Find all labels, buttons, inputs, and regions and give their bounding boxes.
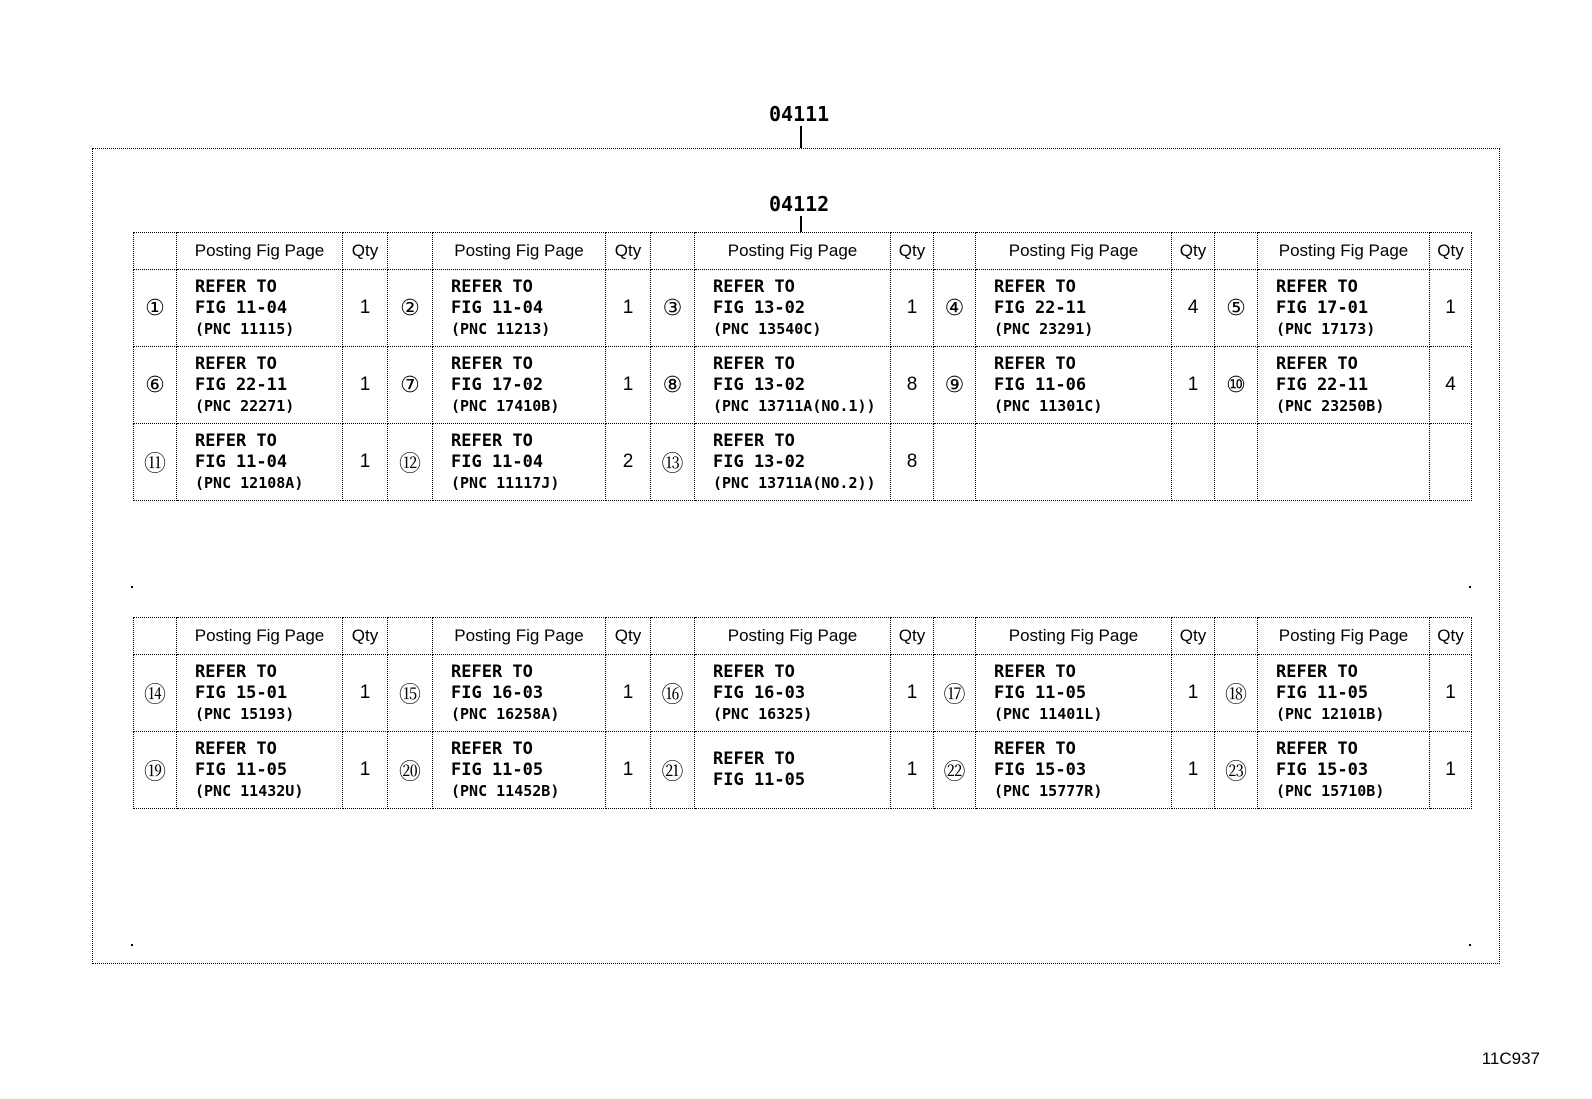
table-row <box>134 424 1472 501</box>
pnc-text: (PNC 11452B) <box>451 781 560 800</box>
quantity: 4 <box>1430 347 1472 424</box>
quantity: 1 <box>1430 270 1472 347</box>
table-header-row <box>134 233 1472 270</box>
refer-to-text: REFER TO <box>195 276 277 297</box>
quantity: 1 <box>1172 732 1215 809</box>
header-qty: Qty <box>606 233 651 270</box>
header-qty: Qty <box>343 618 388 655</box>
item-number: ⑩ <box>1215 347 1258 424</box>
corner-mark <box>1469 586 1471 588</box>
pnc-text: (PNC 11117J) <box>451 473 560 492</box>
pnc-text: (PNC 12101B) <box>1276 704 1385 723</box>
item-number: ⑳ <box>388 732 433 809</box>
refer-to-text: REFER TO <box>994 353 1076 374</box>
pnc-text: (PNC 11213) <box>451 319 551 338</box>
quantity: 4 <box>1172 270 1215 347</box>
illustration-code: 11C937 <box>1481 1049 1540 1068</box>
header-qty: Qty <box>343 233 388 270</box>
posting-reference <box>1258 347 1430 424</box>
item-number: ⑰ <box>934 655 976 732</box>
quantity: 1 <box>343 347 388 424</box>
quantity: 1 <box>606 732 651 809</box>
quantity: 1 <box>1172 347 1215 424</box>
refer-to-text: REFER TO <box>713 661 795 682</box>
item-number: ⑪ <box>134 424 177 501</box>
item-number: ⑫ <box>388 424 433 501</box>
header-qty: Qty <box>1430 618 1472 655</box>
quantity: 1 <box>606 655 651 732</box>
quantity: 1 <box>891 655 934 732</box>
table-row <box>134 347 1472 424</box>
fig-page-text: FIG 11-04 <box>451 297 544 318</box>
pnc-text: (PNC 22271) <box>195 396 295 415</box>
refer-to-text: REFER TO <box>195 353 277 374</box>
posting-reference <box>695 424 891 501</box>
header-posting-fig-page: Posting Fig Page <box>695 618 891 655</box>
header-index-cell <box>651 233 695 270</box>
refer-to-text: REFER TO <box>1276 661 1358 682</box>
refer-to-text: REFER TO <box>451 276 533 297</box>
posting-reference <box>1258 424 1430 501</box>
refer-to-text: REFER TO <box>713 749 795 769</box>
pnc-text: (PNC 23250B) <box>1276 396 1385 415</box>
fig-page-text: FIG 11-05 <box>195 759 288 780</box>
pnc-text: (PNC 17173) <box>1276 319 1376 338</box>
item-number: ⑥ <box>134 347 177 424</box>
fig-page-text: FIG 22-11 <box>195 374 288 395</box>
table-header-row <box>134 618 1472 655</box>
fig-page-text: FIG 11-04 <box>195 297 288 318</box>
header-qty: Qty <box>1172 233 1215 270</box>
fig-page-text: FIG 11-05 <box>713 770 806 790</box>
posting-reference <box>976 270 1172 347</box>
posting-reference <box>433 732 606 809</box>
refer-to-text: REFER TO <box>1276 353 1358 374</box>
item-number: ⑭ <box>134 655 177 732</box>
pnc-text: (PNC 11432U) <box>195 781 304 800</box>
quantity: 8 <box>891 424 934 501</box>
pnc-text: (PNC 13540C) <box>713 319 822 338</box>
refer-to-text: REFER TO <box>451 353 533 374</box>
item-number: ⑨ <box>934 347 976 424</box>
header-qty: Qty <box>1430 233 1472 270</box>
posting-reference <box>177 424 343 501</box>
assembly-label-04111: 04111 <box>769 102 830 126</box>
posting-reference <box>695 347 891 424</box>
quantity: 1 <box>606 270 651 347</box>
fig-page-text: FIG 22-11 <box>1276 374 1369 395</box>
table-row <box>134 270 1472 347</box>
refer-to-text: REFER TO <box>994 661 1076 682</box>
quantity: 1 <box>891 270 934 347</box>
fig-page-text: FIG 11-05 <box>451 759 544 780</box>
item-number <box>934 424 976 501</box>
item-number: ㉒ <box>934 732 976 809</box>
quantity: 1 <box>1172 655 1215 732</box>
corner-mark <box>1469 944 1471 946</box>
pnc-text: (PNC 11301C) <box>994 396 1103 415</box>
pnc-text: (PNC 11401L) <box>994 704 1103 723</box>
header-posting-fig-page: Posting Fig Page <box>433 233 606 270</box>
pnc-text: (PNC 15710B) <box>1276 781 1385 800</box>
header-posting-fig-page: Posting Fig Page <box>976 618 1172 655</box>
posting-reference <box>177 655 343 732</box>
pnc-text: (PNC 23291) <box>994 319 1094 338</box>
fig-page-text: FIG 16-03 <box>713 682 806 703</box>
fig-page-text: FIG 22-11 <box>994 297 1087 318</box>
posting-reference <box>433 270 606 347</box>
item-number: ④ <box>934 270 976 347</box>
posting-reference <box>695 655 891 732</box>
posting-reference <box>1258 655 1430 732</box>
pnc-text: (PNC 17410B) <box>451 396 560 415</box>
posting-reference <box>976 732 1172 809</box>
header-qty: Qty <box>606 618 651 655</box>
posting-reference <box>1258 270 1430 347</box>
fig-page-text: FIG 13-02 <box>713 297 806 318</box>
posting-reference <box>433 655 606 732</box>
assembly-leader-line <box>800 126 802 148</box>
fig-page-text: FIG 11-05 <box>994 682 1087 703</box>
refer-to-text: REFER TO <box>1276 276 1358 297</box>
pnc-text: (PNC 13711A(NO.1)) <box>713 396 876 415</box>
posting-reference <box>177 270 343 347</box>
quantity <box>1172 424 1215 501</box>
header-index-cell <box>134 233 177 270</box>
header-posting-fig-page: Posting Fig Page <box>177 233 343 270</box>
item-number: ⑯ <box>651 655 695 732</box>
quantity: 1 <box>606 347 651 424</box>
refer-to-text: REFER TO <box>1276 738 1358 759</box>
item-number: ⑱ <box>1215 655 1258 732</box>
fig-page-text: FIG 15-03 <box>994 759 1087 780</box>
quantity: 1 <box>1430 732 1472 809</box>
fig-page-text: FIG 15-03 <box>1276 759 1369 780</box>
quantity: 8 <box>891 347 934 424</box>
refer-to-text: REFER TO <box>713 353 795 374</box>
pnc-text: (PNC 16258A) <box>451 704 560 723</box>
fig-page-text: FIG 11-05 <box>1276 682 1369 703</box>
fig-page-text: FIG 16-03 <box>451 682 544 703</box>
quantity: 1 <box>1430 655 1472 732</box>
header-posting-fig-page: Posting Fig Page <box>695 233 891 270</box>
header-index-cell <box>651 618 695 655</box>
item-number: ⑧ <box>651 347 695 424</box>
posting-reference <box>1258 732 1430 809</box>
item-number: ① <box>134 270 177 347</box>
sub-assembly-leader-line <box>800 216 802 232</box>
fig-page-text: FIG 15-01 <box>195 682 288 703</box>
posting-reference <box>695 732 891 809</box>
parts-reference-table-2 <box>133 617 1472 809</box>
header-posting-fig-page: Posting Fig Page <box>1258 618 1430 655</box>
header-index-cell <box>1215 233 1258 270</box>
quantity <box>1430 424 1472 501</box>
pnc-text: (PNC 12108A) <box>195 473 304 492</box>
quantity: 1 <box>343 732 388 809</box>
posting-reference <box>976 655 1172 732</box>
refer-to-text: REFER TO <box>994 738 1076 759</box>
posting-reference <box>976 347 1172 424</box>
quantity: 2 <box>606 424 651 501</box>
header-qty: Qty <box>891 233 934 270</box>
item-number: ⑦ <box>388 347 433 424</box>
quantity: 1 <box>343 270 388 347</box>
posting-reference <box>433 347 606 424</box>
quantity: 1 <box>343 424 388 501</box>
header-posting-fig-page: Posting Fig Page <box>433 618 606 655</box>
fig-page-text: FIG 13-02 <box>713 451 806 472</box>
table-row <box>134 655 1472 732</box>
pnc-text: (PNC 13711A(NO.2)) <box>713 473 876 492</box>
header-index-cell <box>934 618 976 655</box>
header-posting-fig-page: Posting Fig Page <box>177 618 343 655</box>
header-index-cell <box>388 233 433 270</box>
quantity: 1 <box>343 655 388 732</box>
header-qty: Qty <box>1172 618 1215 655</box>
item-number: ⑲ <box>134 732 177 809</box>
posting-reference <box>976 424 1172 501</box>
refer-to-text: REFER TO <box>713 430 795 451</box>
posting-reference <box>177 732 343 809</box>
parts-reference-table-1 <box>133 232 1472 501</box>
item-number: ⑬ <box>651 424 695 501</box>
posting-reference <box>433 424 606 501</box>
refer-to-text: REFER TO <box>451 430 533 451</box>
refer-to-text: REFER TO <box>713 276 795 297</box>
header-posting-fig-page: Posting Fig Page <box>976 233 1172 270</box>
item-number: ③ <box>651 270 695 347</box>
quantity: 1 <box>891 732 934 809</box>
table-row <box>134 732 1472 809</box>
header-index-cell <box>1215 618 1258 655</box>
pnc-text: (PNC 11115) <box>195 319 295 338</box>
header-index-cell <box>934 233 976 270</box>
refer-to-text: REFER TO <box>195 661 277 682</box>
corner-mark <box>131 944 133 946</box>
refer-to-text: REFER TO <box>195 430 277 451</box>
item-number: ㉑ <box>651 732 695 809</box>
fig-page-text: FIG 11-04 <box>451 451 544 472</box>
header-qty: Qty <box>891 618 934 655</box>
item-number: ② <box>388 270 433 347</box>
item-number: ⑤ <box>1215 270 1258 347</box>
fig-page-text: FIG 17-01 <box>1276 297 1369 318</box>
corner-mark <box>131 586 133 588</box>
fig-page-text: FIG 13-02 <box>713 374 806 395</box>
item-number: ㉓ <box>1215 732 1258 809</box>
header-index-cell <box>388 618 433 655</box>
pnc-text: (PNC 15777R) <box>994 781 1103 800</box>
posting-reference <box>177 347 343 424</box>
item-number <box>1215 424 1258 501</box>
fig-page-text: FIG 17-02 <box>451 374 544 395</box>
refer-to-text: REFER TO <box>994 276 1076 297</box>
pnc-text: (PNC 16325) <box>713 704 813 723</box>
refer-to-text: REFER TO <box>451 738 533 759</box>
header-posting-fig-page: Posting Fig Page <box>1258 233 1430 270</box>
header-index-cell <box>134 618 177 655</box>
refer-to-text: REFER TO <box>195 738 277 759</box>
fig-page-text: FIG 11-04 <box>195 451 288 472</box>
pnc-text: (PNC 15193) <box>195 704 295 723</box>
fig-page-text: FIG 11-06 <box>994 374 1087 395</box>
item-number: ⑮ <box>388 655 433 732</box>
refer-to-text: REFER TO <box>451 661 533 682</box>
assembly-label-04112: 04112 <box>769 192 830 216</box>
posting-reference <box>695 270 891 347</box>
